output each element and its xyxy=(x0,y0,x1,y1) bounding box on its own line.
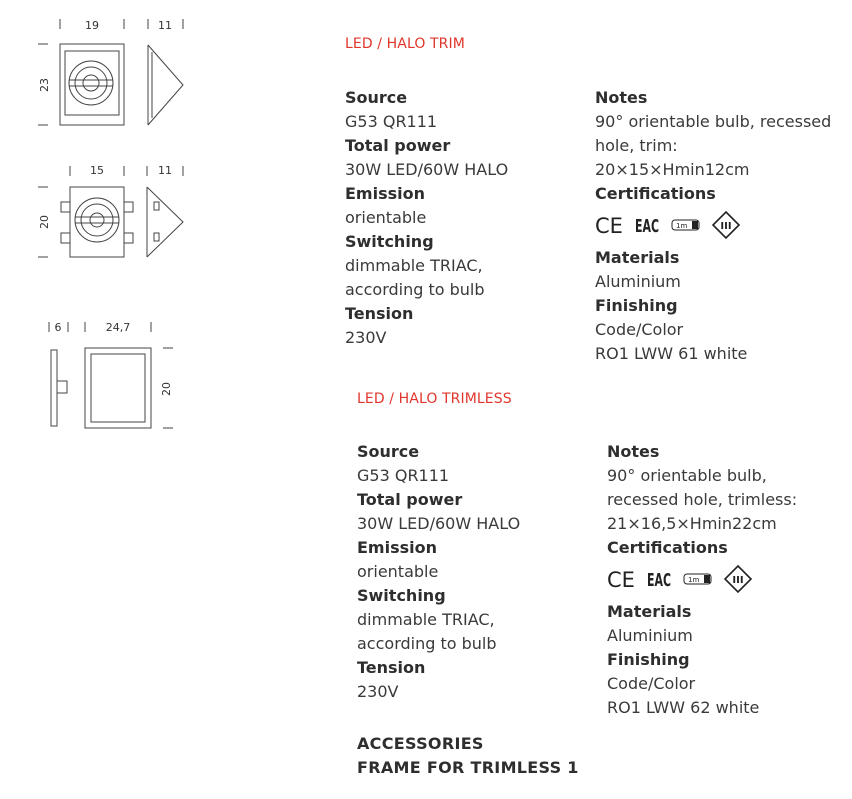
ce-mark-icon xyxy=(595,214,625,236)
trimless-specs-right xyxy=(607,440,837,720)
notes-label: Notes xyxy=(607,442,660,461)
materials-value: Aluminium xyxy=(607,626,693,645)
svg-text:EAC: EAC xyxy=(647,570,671,591)
frame-width-label: 24,7 xyxy=(105,321,131,334)
trim-side-profile xyxy=(148,45,183,125)
product-title-trimless: LED / HALO TRIMLESS xyxy=(357,391,512,407)
eac-mark-icon xyxy=(635,213,661,237)
distance-1m-icon xyxy=(671,217,701,233)
materials-value: Aluminium xyxy=(595,272,681,291)
product-title-trim: LED / HALO TRIM xyxy=(345,36,465,52)
accessories-block xyxy=(357,732,579,780)
spec-label: Tension xyxy=(345,304,414,323)
trimless-width-label: 15 xyxy=(90,164,104,177)
certifications-label: Certifications xyxy=(595,184,716,203)
spec-value: G53 QR111 xyxy=(345,112,438,131)
spec-value: 30W LED/60W HALO xyxy=(357,514,521,533)
notes-label: Notes xyxy=(595,88,648,107)
frame-height-label: 20 xyxy=(160,382,173,396)
svg-text:CE: CE xyxy=(607,568,635,592)
eac-mark-icon xyxy=(647,567,673,591)
spec-label: Source xyxy=(357,442,420,461)
finishing-label: Finishing xyxy=(595,296,678,315)
class-iii-icon xyxy=(723,564,753,594)
spec-value: 30W LED/60W HALO xyxy=(345,160,509,179)
distance-1m-icon xyxy=(683,571,713,587)
spec-value: 230V xyxy=(357,682,399,701)
trimless-depth-label: 11 xyxy=(158,164,172,177)
frame-side-outline xyxy=(51,350,57,426)
technical-drawings xyxy=(0,0,320,799)
notes-value: 90° orientable bulb, recessed hole, trimless: 21×16,5×Hmin22cm xyxy=(607,466,798,533)
spec-label: Total power xyxy=(345,136,451,155)
frame-depth-label: 6 xyxy=(54,321,62,334)
svg-text:1m: 1m xyxy=(676,222,688,230)
finishing-value: RO1 LWW 61 white xyxy=(595,344,748,363)
certifications-label: Certifications xyxy=(607,538,728,557)
trim-specs-left xyxy=(345,86,575,350)
finishing-head: Code/Color xyxy=(607,674,696,693)
spec-label: Emission xyxy=(345,184,425,203)
notes-value: 90° orientable bulb, recessed hole, trim: 20×15×Hmin12cm xyxy=(595,112,832,179)
svg-text:CE: CE xyxy=(595,214,623,238)
spec-label: Source xyxy=(345,88,408,107)
svg-text:1m: 1m xyxy=(688,576,700,584)
finishing-label: Finishing xyxy=(607,650,690,669)
certification-marks xyxy=(607,562,837,596)
spec-value: 230V xyxy=(345,328,387,347)
trimless-height-label: 20 xyxy=(38,215,51,229)
accessories-heading: ACCESSORIES xyxy=(357,734,484,753)
spec-value: orientable xyxy=(345,208,427,227)
drawings-svg xyxy=(0,0,320,799)
svg-text:III: III xyxy=(720,221,732,232)
spec-value: G53 QR111 xyxy=(357,466,450,485)
spec-label: Tension xyxy=(357,658,426,677)
materials-label: Materials xyxy=(595,248,680,267)
trimless-specs-left xyxy=(357,440,587,704)
trim-front-outline xyxy=(60,44,124,125)
finishing-value: RO1 LWW 62 white xyxy=(607,698,760,717)
accessories-item: FRAME FOR TRIMLESS 1 xyxy=(357,758,579,777)
spec-label: Switching xyxy=(357,586,446,605)
trim-height-label: 23 xyxy=(38,78,51,92)
svg-text:EAC: EAC xyxy=(635,216,659,237)
spec-label: Emission xyxy=(357,538,437,557)
finishing-head: Code/Color xyxy=(595,320,684,339)
spec-value: dimmable TRIAC, according to bulb xyxy=(345,256,485,299)
certification-marks xyxy=(595,208,835,242)
trim-depth-label: 11 xyxy=(158,19,172,32)
trim-width-label: 19 xyxy=(85,19,99,32)
trimless-side-profile xyxy=(147,187,183,257)
svg-text:III: III xyxy=(732,575,744,586)
ce-mark-icon xyxy=(607,568,637,590)
class-iii-icon xyxy=(711,210,741,240)
spec-label: Total power xyxy=(357,490,463,509)
trim-specs-right xyxy=(595,86,835,366)
spec-label: Switching xyxy=(345,232,434,251)
spec-value: orientable xyxy=(357,562,439,581)
frame-front-outline xyxy=(85,348,151,428)
materials-label: Materials xyxy=(607,602,692,621)
spec-value: dimmable TRIAC, according to bulb xyxy=(357,610,497,653)
